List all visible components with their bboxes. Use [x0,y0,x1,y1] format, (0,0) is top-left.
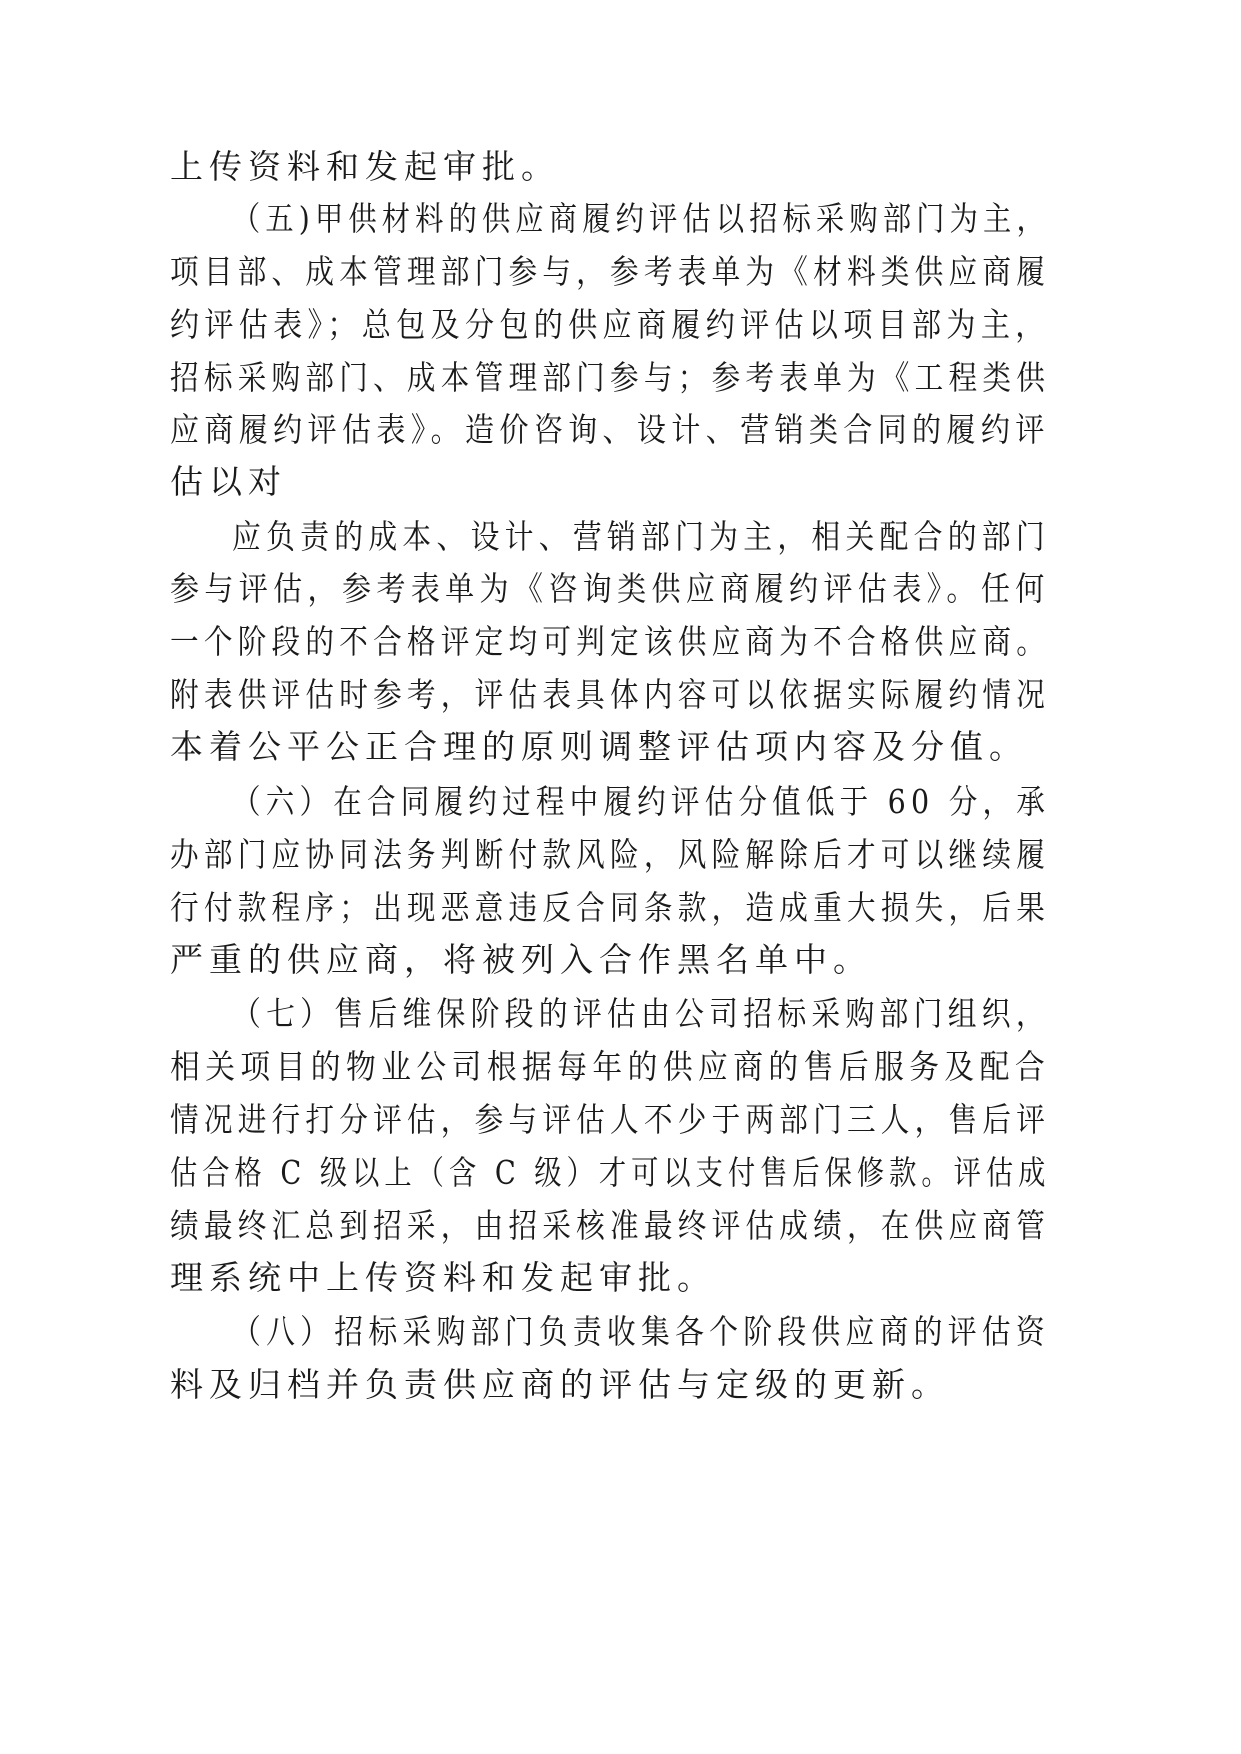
paragraph-line: 一个阶段的不合格评定均可判定该供应商为不合格供应商。 [170,622,1051,661]
paragraph-line: 估以对 [170,462,287,501]
paragraph-line: 应负责的成本、设计、营销部门为主，相关配合的部门 [232,517,1050,556]
paragraph-line: 本着公平公正合理的原则调整评估项内容及分值。 [170,727,1028,766]
paragraph-line: （八）招标采购部门负责收集各个阶段供应商的评估资 [232,1312,1050,1351]
paragraph-line: 项目部、成本管理部门参与，参考表单为《材料类供应商履 [170,252,1051,291]
paragraph-line: 理系统中上传资料和发起审批。 [170,1258,716,1297]
paragraph-line: 估合格 C 级以上（含 C 级）才可以支付售后保修款。评估成 [170,1153,1051,1192]
paragraph-line: 相关项目的物业公司根据每年的供应商的售后服务及配合 [170,1047,1051,1086]
paragraph-line: 附表供评估时参考，评估表具体内容可以依据实际履约情况 [170,675,1051,714]
paragraph-line: （六）在合同履约过程中履约评估分值低于 60 分，承 [232,782,1050,821]
paragraph-line: 行付款程序；出现恶意违反合同条款，造成重大损失，后果 [170,888,1051,927]
paragraph-line: 情况进行打分评估，参与评估人不少于两部门三人，售后评 [170,1100,1051,1139]
paragraph-line: 严重的供应商，将被列入合作黑名单中。 [170,940,872,979]
paragraph-line: 招标采购部门、成本管理部门参与；参考表单为《工程类供 [170,358,1051,397]
paragraph-line: 约评估表》；总包及分包的供应商履约评估以项目部为主， [170,305,1050,344]
paragraph-line: 应商履约评估表》。造价咨询、设计、营销类合同的履约评 [170,410,1050,449]
paragraph-line: 参与评估，参考表单为《咨询类供应商履约评估表》。任何 [170,569,1050,608]
paragraph-line: （五)甲供材料的供应商履约评估以招标采购部门为主， [232,199,1050,238]
paragraph-line: （七）售后维保阶段的评估由公司招标采购部门组织， [232,994,1050,1033]
paragraph-line: 料及归档并负责供应商的评估与定级的更新。 [170,1365,950,1404]
paragraph-line: 绩最终汇总到招采，由招采核准最终评估成绩，在供应商管 [170,1206,1051,1245]
paragraph-line: 办部门应协同法务判断付款风险，风险解除后才可以继续履 [170,835,1051,874]
paragraph-line: 上传资料和发起审批。 [170,147,560,186]
